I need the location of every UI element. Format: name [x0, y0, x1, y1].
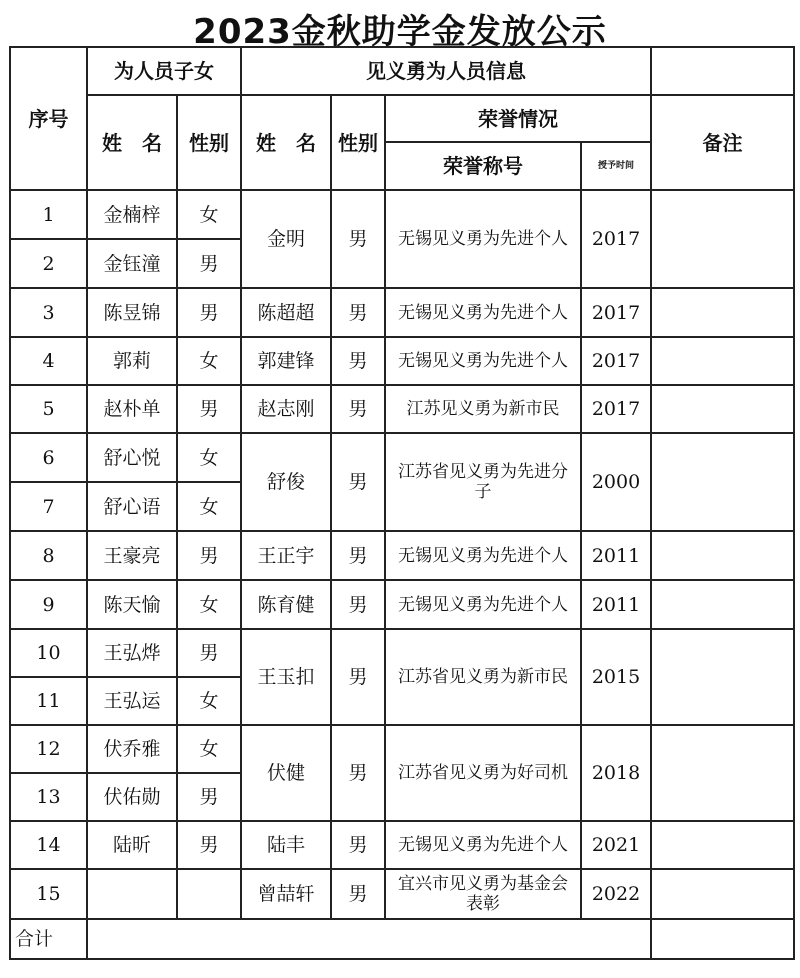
honor-year-cell: 2017: [581, 190, 651, 288]
hero-name-cell: 陆丰: [241, 821, 331, 869]
table-row: [10, 337, 794, 385]
honor-year-cell: 2017: [581, 385, 651, 433]
seq-cell: 15: [10, 869, 87, 919]
student-name-cell: 王豪亮: [87, 531, 177, 580]
table-row: [10, 821, 794, 869]
total-row: [10, 919, 794, 959]
hero-gender-cell: 男: [331, 288, 385, 337]
seq-cell: 13: [10, 773, 87, 821]
honor-title-cell: 无锡见义勇为先进个人: [385, 190, 581, 288]
note-cell: [651, 580, 794, 629]
student-name-cell: 金楠梓: [87, 190, 177, 239]
student-gender-cell: 女: [177, 337, 241, 385]
honor-year-cell: 2011: [581, 531, 651, 580]
header-hero-group: 见义勇为人员信息: [241, 47, 651, 95]
student-gender-cell: 男: [177, 821, 241, 869]
header-hero-gender: 性别: [331, 95, 385, 190]
table-row: [10, 288, 794, 337]
honor-title-cell: 江苏省见义勇为先进分子: [385, 433, 581, 531]
total-value-cell: [87, 919, 651, 959]
note-cell: [651, 190, 794, 288]
honor-title-cell: 江苏见义勇为新市民: [385, 385, 581, 433]
student-name-cell: 舒心语: [87, 482, 177, 531]
header-honor-year: 授予时间: [581, 142, 651, 190]
honor-year-cell: 2017: [581, 288, 651, 337]
hero-name-cell: 王正宇: [241, 531, 331, 580]
hero-name-cell: 伏健: [241, 725, 331, 821]
student-gender-cell: 女: [177, 482, 241, 531]
table-row: [10, 869, 794, 919]
seq-cell: 6: [10, 433, 87, 482]
hero-name-cell: 金明: [241, 190, 331, 288]
hero-gender-cell: 男: [331, 385, 385, 433]
hero-name-cell: 赵志刚: [241, 385, 331, 433]
student-name-cell: 陈天愉: [87, 580, 177, 629]
honor-year-cell: 2015: [581, 629, 651, 725]
student-gender-cell: 女: [177, 190, 241, 239]
student-name-cell: 陈昱锦: [87, 288, 177, 337]
hero-gender-cell: 男: [331, 580, 385, 629]
header-child-group: 为人员子女: [87, 47, 241, 95]
seq-cell: 2: [10, 239, 87, 288]
header-blank: [651, 47, 794, 95]
table-row: [10, 433, 794, 482]
total-label: 合计: [10, 919, 87, 959]
header-hero-name: 姓 名: [241, 95, 331, 190]
hero-gender-cell: 男: [331, 433, 385, 531]
table-row: [10, 385, 794, 433]
student-name-cell: 赵朴单: [87, 385, 177, 433]
header-child-gender: 性别: [177, 95, 241, 190]
seq-cell: 14: [10, 821, 87, 869]
hero-name-cell: 陈超超: [241, 288, 331, 337]
seq-cell: 9: [10, 580, 87, 629]
honor-title-cell: 宜兴市见义勇为基金会表彰: [385, 869, 581, 919]
honor-year-cell: 2022: [581, 869, 651, 919]
hero-name-cell: 舒俊: [241, 433, 331, 531]
seq-cell: 4: [10, 337, 87, 385]
seq-cell: 1: [10, 190, 87, 239]
hero-gender-cell: 男: [331, 531, 385, 580]
table-row: [10, 190, 794, 239]
table-row: [10, 725, 794, 773]
seq-cell: 11: [10, 677, 87, 725]
honor-year-cell: 2011: [581, 580, 651, 629]
honor-year-cell: 2017: [581, 337, 651, 385]
student-gender-cell: 女: [177, 677, 241, 725]
seq-cell: 10: [10, 629, 87, 677]
student-name-cell: 王弘烨: [87, 629, 177, 677]
student-name-cell: 伏佑勋: [87, 773, 177, 821]
note-cell: [651, 869, 794, 919]
student-gender-cell: 男: [177, 385, 241, 433]
note-cell: [651, 433, 794, 531]
header-note: 备注: [651, 95, 794, 190]
student-gender-cell: 男: [177, 531, 241, 580]
student-name-cell: 郭莉: [87, 337, 177, 385]
student-gender-cell: 男: [177, 239, 241, 288]
table-row: [10, 580, 794, 629]
hero-gender-cell: 男: [331, 629, 385, 725]
note-cell: [651, 288, 794, 337]
total-note-cell: [651, 919, 794, 959]
page-title: 2023金秋助学金发放公示: [193, 12, 607, 52]
honor-title-cell: 无锡见义勇为先进个人: [385, 821, 581, 869]
hero-name-cell: 王玉扣: [241, 629, 331, 725]
student-name-cell: 王弘运: [87, 677, 177, 725]
student-gender-cell: [177, 869, 241, 919]
seq-cell: 7: [10, 482, 87, 531]
student-name-cell: 舒心悦: [87, 433, 177, 482]
honor-title-cell: 无锡见义勇为先进个人: [385, 580, 581, 629]
student-name-cell: [87, 869, 177, 919]
table-row: [10, 531, 794, 580]
honor-title-cell: 无锡见义勇为先进个人: [385, 288, 581, 337]
seq-cell: 3: [10, 288, 87, 337]
grant-table: [9, 46, 795, 960]
seq-cell: 8: [10, 531, 87, 580]
seq-cell: 12: [10, 725, 87, 773]
student-name-cell: 陆昕: [87, 821, 177, 869]
honor-title-cell: 江苏省见义勇为新市民: [385, 629, 581, 725]
honor-title-cell: 无锡见义勇为先进个人: [385, 337, 581, 385]
student-name-cell: 金钰潼: [87, 239, 177, 288]
header-honor-title: 荣誉称号: [385, 142, 581, 190]
note-cell: [651, 725, 794, 821]
honor-title-cell: 无锡见义勇为先进个人: [385, 531, 581, 580]
student-gender-cell: 女: [177, 433, 241, 482]
hero-gender-cell: 男: [331, 821, 385, 869]
header-honor: 荣誉情况: [385, 95, 651, 142]
student-gender-cell: 女: [177, 725, 241, 773]
hero-gender-cell: 男: [331, 869, 385, 919]
header-seq: 序号: [10, 47, 87, 190]
hero-gender-cell: 男: [331, 725, 385, 821]
honor-year-cell: 2018: [581, 725, 651, 821]
student-name-cell: 伏乔雅: [87, 725, 177, 773]
honor-title-cell: 江苏省见义勇为好司机: [385, 725, 581, 821]
student-gender-cell: 女: [177, 580, 241, 629]
student-gender-cell: 男: [177, 629, 241, 677]
hero-gender-cell: 男: [331, 190, 385, 288]
note-cell: [651, 531, 794, 580]
note-cell: [651, 629, 794, 725]
hero-name-cell: 郭建锋: [241, 337, 331, 385]
hero-gender-cell: 男: [331, 337, 385, 385]
hero-name-cell: 曾喆轩: [241, 869, 331, 919]
seq-cell: 5: [10, 385, 87, 433]
header-child-name: 姓 名: [87, 95, 177, 190]
hero-name-cell: 陈育健: [241, 580, 331, 629]
honor-year-cell: 2000: [581, 433, 651, 531]
honor-year-cell: 2021: [581, 821, 651, 869]
note-cell: [651, 821, 794, 869]
table-row: [10, 629, 794, 677]
student-gender-cell: 男: [177, 288, 241, 337]
note-cell: [651, 337, 794, 385]
note-cell: [651, 385, 794, 433]
student-gender-cell: 男: [177, 773, 241, 821]
